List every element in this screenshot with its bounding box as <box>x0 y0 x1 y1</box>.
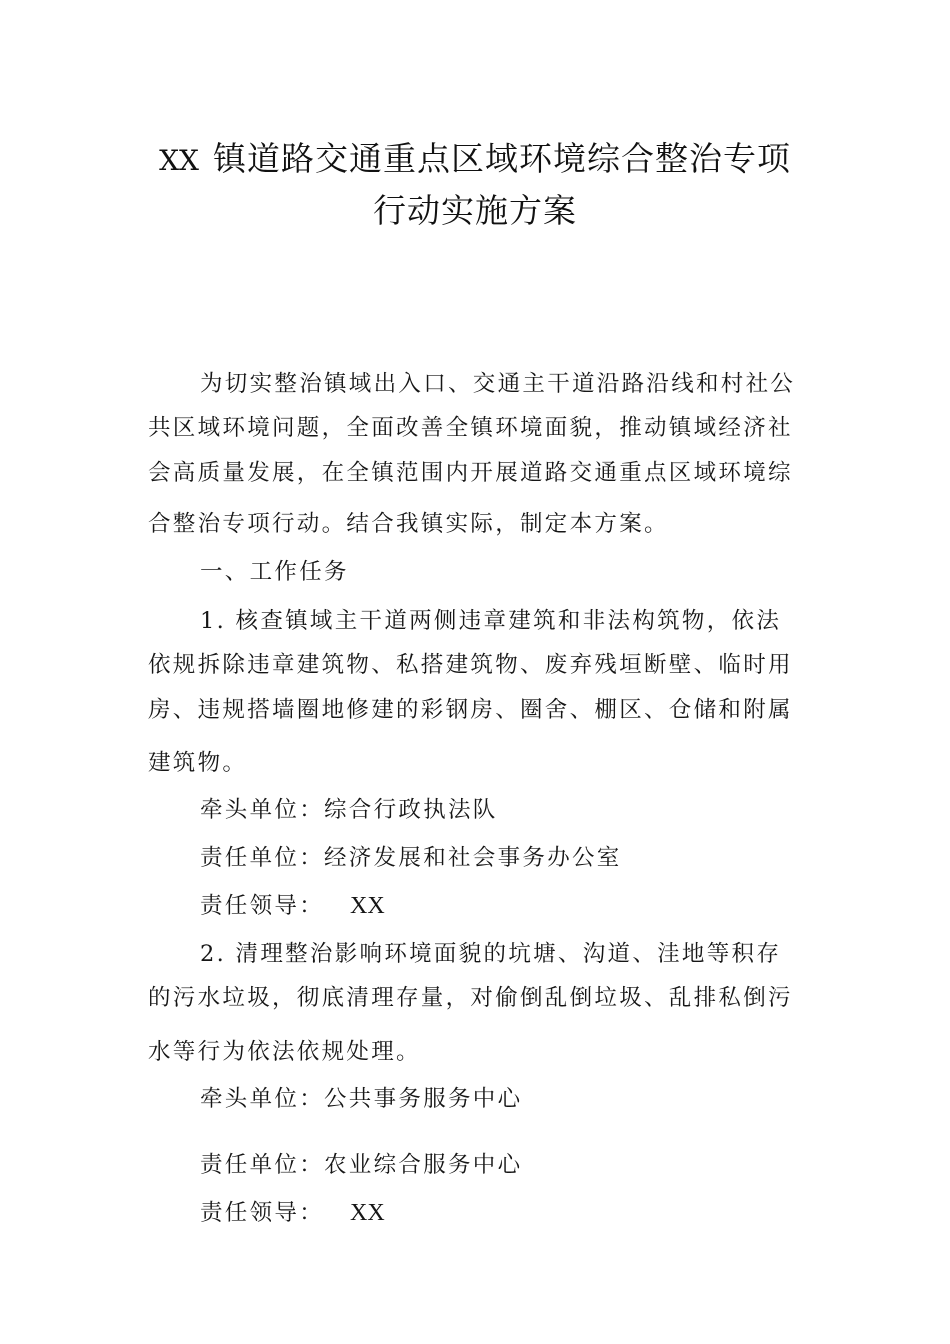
task1-lead-unit: 牵头单位：综合行政执法队 <box>200 797 498 823</box>
task1-line-4: 建筑物。 <box>148 750 248 776</box>
leader-label: 责任领导： <box>200 1200 325 1226</box>
task2-responsible-unit: 责任单位：农业综合服务中心 <box>200 1152 523 1178</box>
intro-line-3: 会高质量发展，在全镇范围内开展道路交通重点区域环境综 <box>148 460 793 486</box>
task1-responsible-leader <box>200 888 860 924</box>
task1-responsible-unit: 责任单位：经济发展和社会事务办公室 <box>200 845 622 871</box>
task1-line-2: 依规拆除违章建筑物、私搭建筑物、废弃残垣断壁、临时用 <box>148 652 793 678</box>
task2-line-3: 水等行为依法依规处理。 <box>148 1039 421 1065</box>
title-prefix: XX <box>159 144 199 177</box>
leader-label: 责任领导： <box>200 893 325 919</box>
intro-line-2: 共区域环境问题，全面改善全镇环境面貌，推动镇域经济社 <box>148 415 793 441</box>
task1-line-1: 1. 核查镇域主干道两侧违章建筑和非法构筑物，依法 <box>200 608 782 634</box>
document-title-line-2: 行动实施方案 <box>373 191 577 230</box>
document-title-line-1 <box>0 135 950 185</box>
intro-line-1: 为切实整治镇域出入口、交通主干道沿路沿线和村社公 <box>200 371 796 397</box>
title-text-1: 镇道路交通重点区域环境综合整治专项 <box>212 139 791 178</box>
task2-lead-unit: 牵头单位：公共事务服务中心 <box>200 1086 523 1112</box>
leader-value: XX <box>350 893 385 919</box>
section-heading: 一、工作任务 <box>200 559 349 585</box>
task2-line-2: 的污水垃圾，彻底清理存量，对偷倒乱倒垃圾、乱排私倒污 <box>148 985 793 1011</box>
task2-line-1: 2. 清理整治影响环境面貌的坑塘、沟道、洼地等积存 <box>200 941 782 967</box>
intro-line-4: 合整治专项行动。结合我镇实际，制定本方案。 <box>148 511 669 537</box>
leader-value: XX <box>350 1200 385 1226</box>
task2-responsible-leader <box>200 1195 860 1231</box>
task1-line-3: 房、违规搭墙圈地修建的彩钢房、圈舍、棚区、仓储和附属 <box>148 697 793 723</box>
